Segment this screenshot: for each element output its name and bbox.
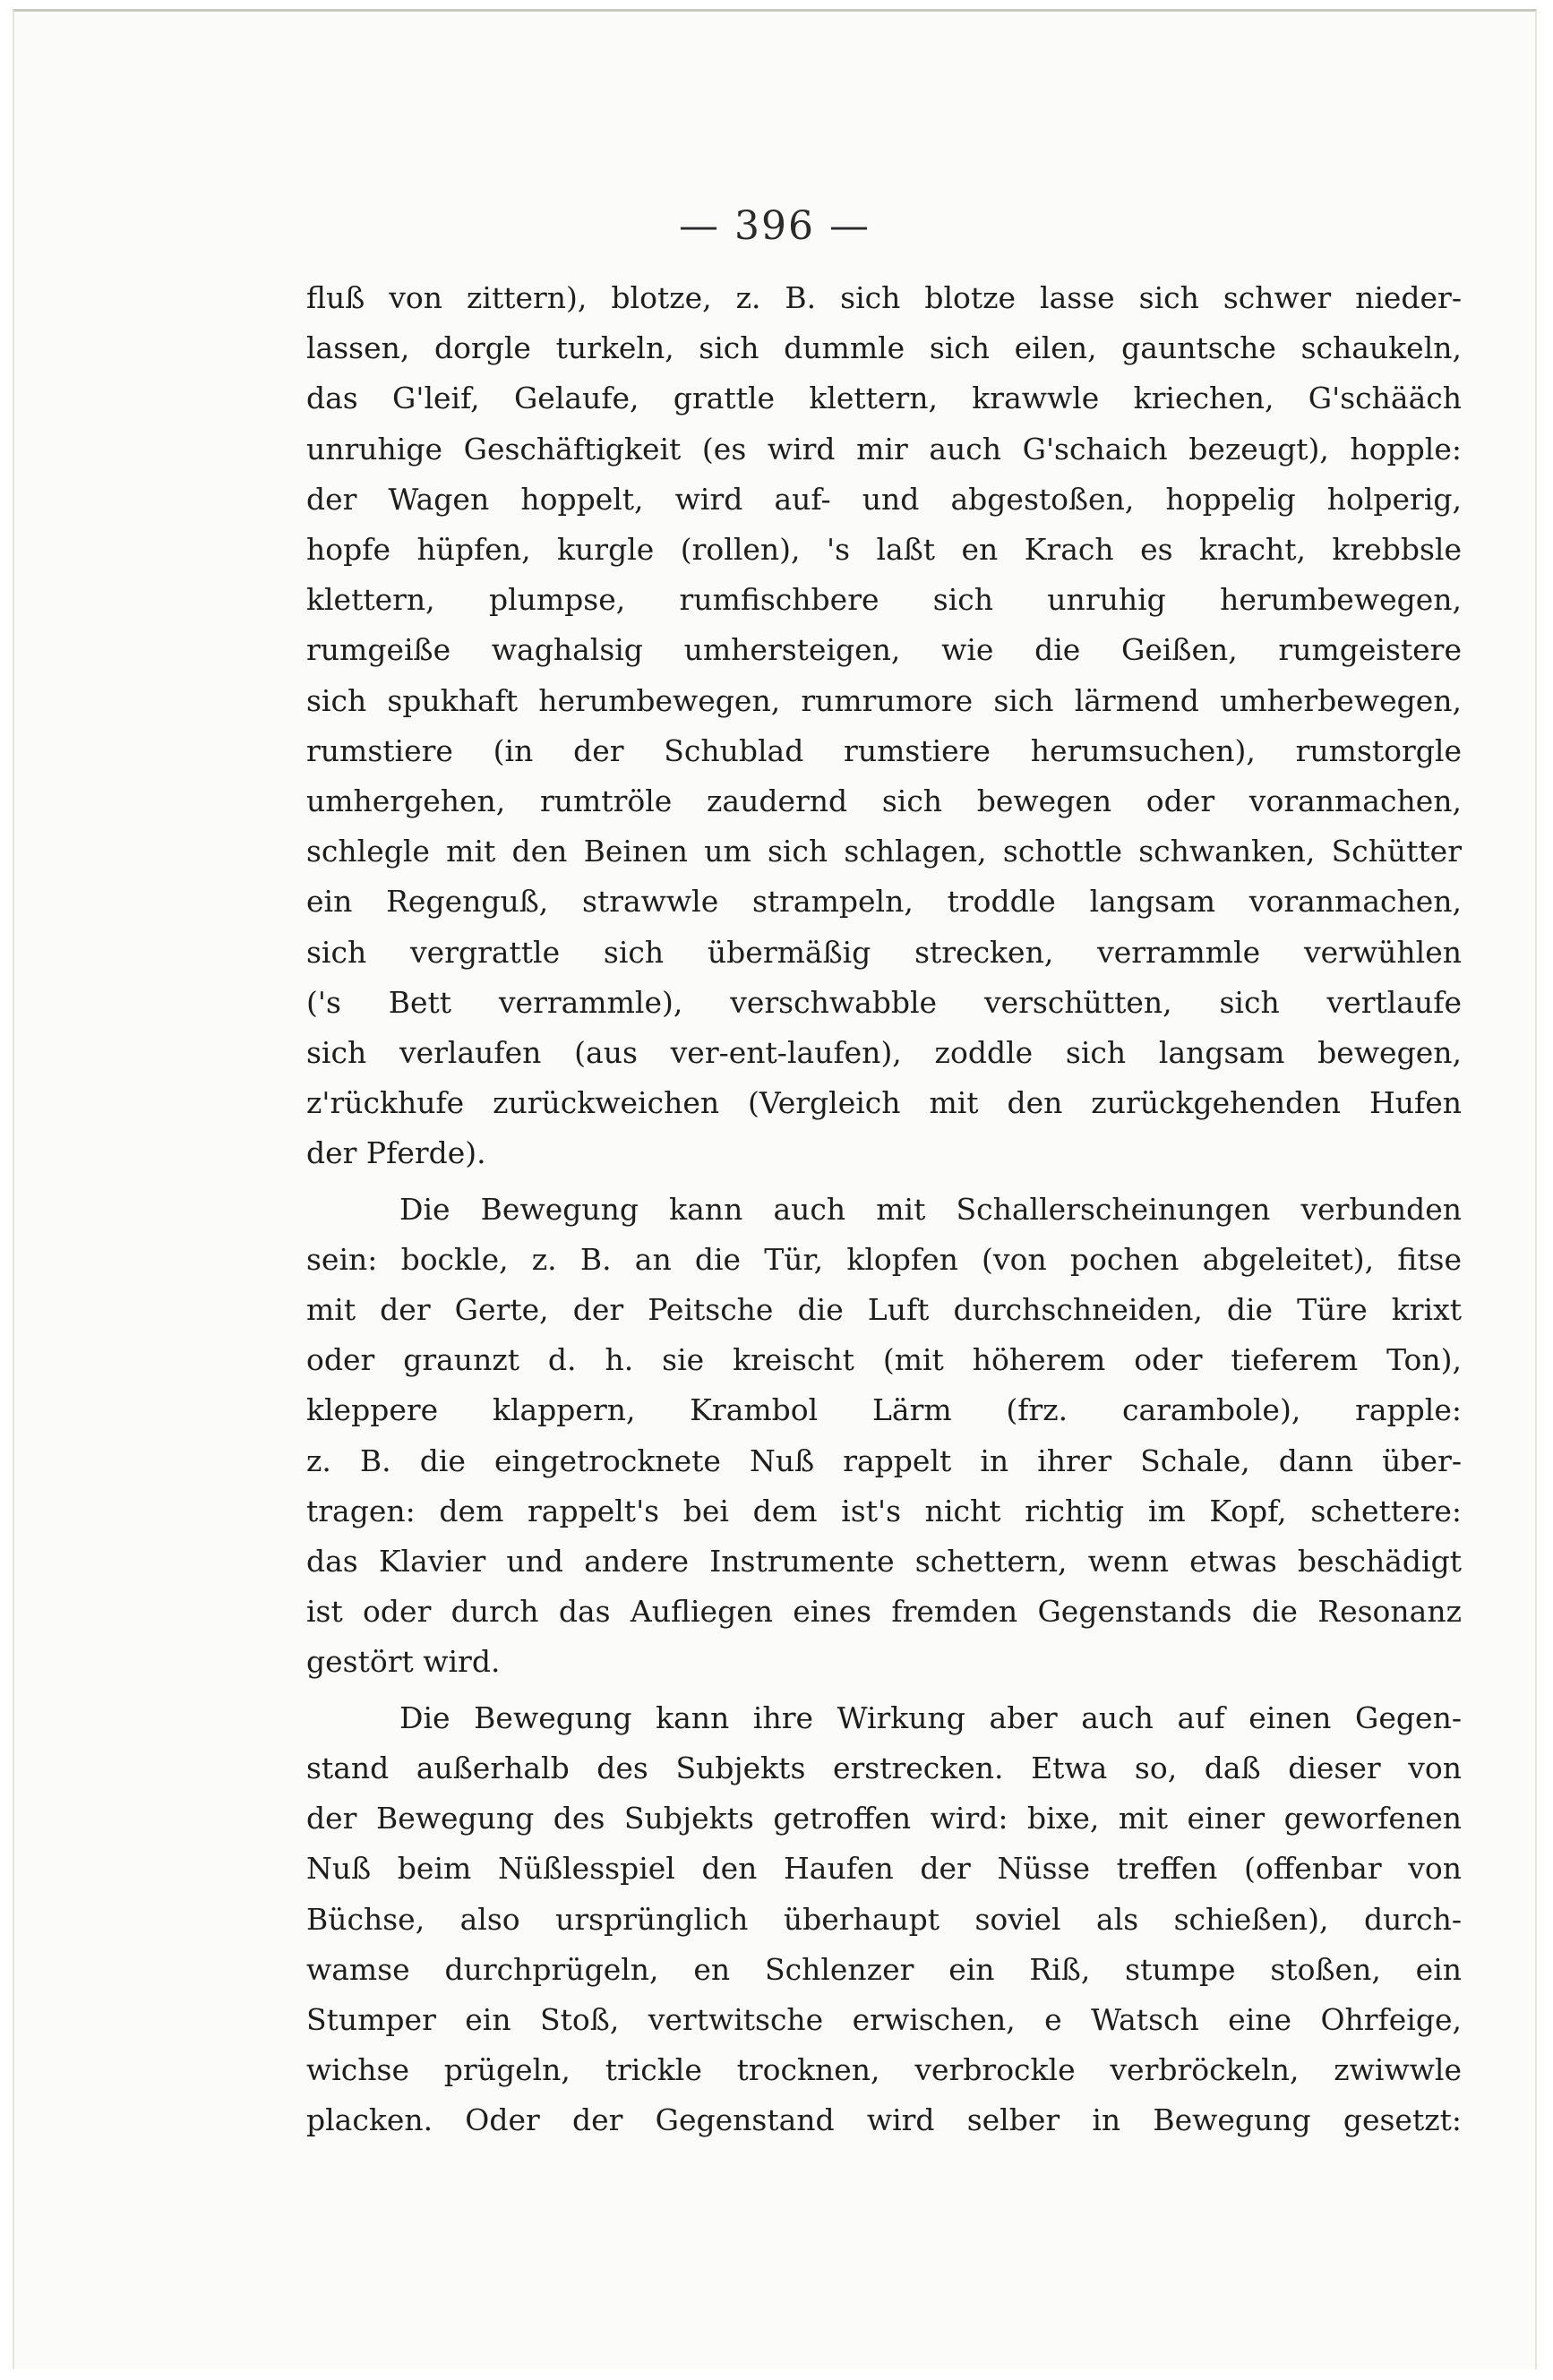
text-line: das G'leif, Gelaufe, grattle klettern, krawwle kriechen, G'schääch — [306, 381, 1462, 416]
text-line: schlegle mit den Beinen um sich schlagen, schottle schwanken, Schütter — [306, 834, 1462, 869]
text-line: sich vergrattle sich übermäßig strecken, verrammle verwühlen — [306, 934, 1462, 970]
text-line: Stumper ein Stoß, vertwitsche erwischen, e Watsch eine Ohrfeige, — [306, 2001, 1462, 2037]
body-text — [306, 273, 1462, 2146]
text-line: ein Regenguß, strawwle strampeln, troddle langsam voranmachen, — [306, 884, 1462, 920]
text-line: unruhige Geschäftigkeit (es wird mir auch G'schaich bezeugt), hopple: — [306, 431, 1462, 467]
text-line: der Wagen hoppelt, wird auf- und abgestoßen, hoppelig holperig, — [306, 481, 1462, 517]
text-line: der Bewegung des Subjekts getroffen wird: bixe, mit einer geworfenen — [306, 1801, 1462, 1836]
text-line: fluß von zittern), blotze, z. B. sich blotze lasse sich schwer nieder- — [306, 280, 1462, 315]
text-line: kleppere klappern, Krambol Lärm (frz. carambole), rapple: — [306, 1392, 1462, 1428]
text-line: Büchse, also ursprünglich überhaupt soviel als schießen), durch- — [306, 1901, 1462, 1937]
page-number: — 396 — — [679, 203, 871, 249]
text-line: mit der Gerte, der Peitsche die Luft durchschneiden, die Türe krixt — [306, 1292, 1462, 1328]
text-line: sein: bockle, z. B. an die Tür, klopfen (von pochen abgeleitet), fitse — [306, 1241, 1462, 1277]
paragraph-1 — [306, 273, 1462, 1179]
text-line: klettern, plumpse, rumfischbere sich unruhig herumbewegen, — [306, 582, 1462, 618]
text-line: sich verlaufen (aus ver-ent-laufen), zoddle sich langsam bewegen, — [306, 1035, 1462, 1071]
paragraph-2 — [306, 1185, 1462, 1688]
text-line: rumgeiße waghalsig umhersteigen, wie die Geißen, rumgeistere — [306, 632, 1462, 668]
text-line: wamse durchprügeln, en Schlenzer ein Riß, stumpe stoßen, ein — [306, 1951, 1462, 1987]
text-line: tragen: dem rappelt's bei dem ist's nicht richtig im Kopf, schettere: — [306, 1493, 1462, 1528]
paragraph-3 — [306, 1693, 1462, 2146]
text-line: z'rückhufe zurückweichen (Vergleich mit den zurückgehenden Hufen — [306, 1085, 1462, 1121]
text-line: sich spukhaft herumbewegen, rumrumore sich lärmend umherbewegen, — [306, 682, 1462, 718]
text-line: rumstiere (in der Schublad rumstiere herumsuchen), rumstorgle — [306, 732, 1462, 768]
text-line: hopfe hüpfen, kurgle (rollen), 's laßt en Krach es kracht, krebbsle — [306, 532, 1462, 568]
text-line: wichse prügeln, trickle trocknen, verbrockle verbröckeln, zwiwwle — [306, 2052, 1462, 2088]
text-line: stand außerhalb des Subjekts erstrecken. Etwa so, daß dieser von — [306, 1750, 1462, 1785]
text-line: oder graunzt d. h. sie kreischt (mit höherem oder tieferem Ton), — [306, 1342, 1462, 1378]
text-line: Nuß beim Nüßlesspiel den Haufen der Nüsse treffen (offenbar von — [306, 1851, 1462, 1887]
text-line: placken. Oder der Gegenstand wird selber in Bewegung gesetzt: — [306, 2102, 1462, 2138]
text-line: das Klavier und andere Instrumente schettern, wenn etwas beschädigt — [306, 1544, 1462, 1580]
text-line: Die Bewegung kann ihre Wirkung aber auch auf einen Gegen- — [399, 1699, 1462, 1735]
text-line: der Pferde). — [306, 1135, 486, 1171]
text-line: ist oder durch das Aufliegen eines fremden Gegenstands die Resonanz — [306, 1594, 1462, 1630]
text-line: gestört wird. — [306, 1644, 501, 1680]
book-page — [13, 9, 1537, 2369]
text-line: lassen, dorgle turkeln, sich dummle sich eilen, gauntsche schaukeln, — [306, 330, 1462, 366]
text-line: umhergehen, rumtröle zaudernd sich bewegen oder voranmachen, — [306, 783, 1462, 819]
text-line: z. B. die eingetrocknete Nuß rappelt in ihrer Schale, dann über- — [306, 1443, 1462, 1478]
text-line: Die Bewegung kann auch mit Schallerscheinungen verbunden — [399, 1191, 1462, 1227]
text-line: ('s Bett verrammle), verschwabble verschütten, sich vertlaufe — [306, 984, 1462, 1020]
